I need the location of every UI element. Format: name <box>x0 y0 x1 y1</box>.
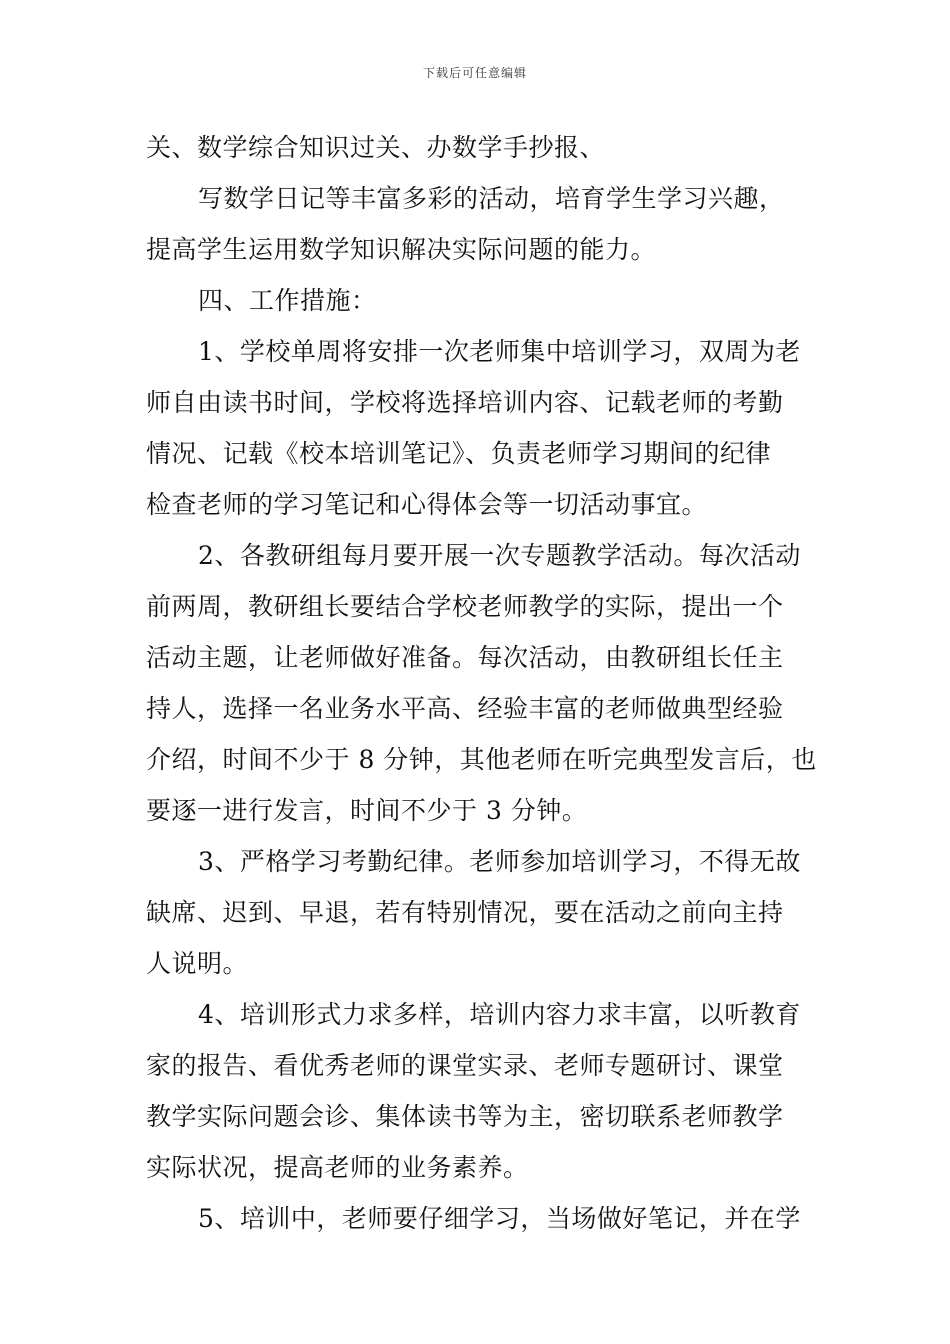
text-line: 1、学校单周将安排一次老师集中培训学习，双周为老 <box>198 337 801 366</box>
text-line: 3、严格学习考勤纪律。老师参加培训学习，不得无故 <box>198 847 801 876</box>
text-line: 2、各教研组每月要开展一次专题教学活动。每次活动 <box>198 541 801 570</box>
text-line: 实际状况，提高老师的业务素养。 <box>146 1153 529 1182</box>
text-line: 情况、记载《校本培训笔记》、负责老师学习期间的纪律 <box>146 439 772 468</box>
text-line: 检查老师的学习笔记和心得体会等一切活动事宜。 <box>146 490 708 519</box>
text-line: 要逐一进行发言，时间不少于 3 分钟。 <box>146 796 588 825</box>
text-line: 持人，选择一名业务水平高、经验丰富的老师做典型经验 <box>146 694 784 723</box>
text-line: 人说明。 <box>146 949 249 978</box>
text-line: 5、培训中，老师要仔细学习，当场做好笔记，并在学 <box>198 1204 801 1233</box>
document-body <box>146 122 817 1244</box>
page-header: 下载后可任意编辑 <box>422 66 527 80</box>
text-line: 家的报告、看优秀老师的课堂实录、老师专题研讨、课堂 <box>146 1051 784 1080</box>
text-line: 教学实际问题会诊、集体读书等为主，密切联系老师教学 <box>146 1102 784 1131</box>
text-line: 活动主题，让老师做好准备。每次活动，由教研组长任主 <box>146 643 784 672</box>
text-line: 写数学日记等丰富多彩的活动，培育学生学习兴趣， <box>198 184 785 213</box>
text-line: 前两周，教研组长要结合学校老师教学的实际，提出一个 <box>146 592 784 621</box>
text-line: 关、数学综合知识过关、办数学手抄报、 <box>146 133 606 162</box>
text-line: 缺席、迟到、早退，若有特别情况，要在活动之前向主持 <box>146 898 784 927</box>
text-line: 4、培训形式力求多样，培训内容力求丰富，以听教育 <box>198 1000 801 1029</box>
text-line: 师自由读书时间，学校将选择培训内容、记载老师的考勤 <box>146 388 784 417</box>
text-line: 介绍，时间不少于 8 分钟，其他老师在听完典型发言后，也 <box>146 745 817 774</box>
section-heading: 四、工作措施： <box>198 286 377 315</box>
text-line: 提高学生运用数学知识解决实际问题的能力。 <box>146 235 657 264</box>
